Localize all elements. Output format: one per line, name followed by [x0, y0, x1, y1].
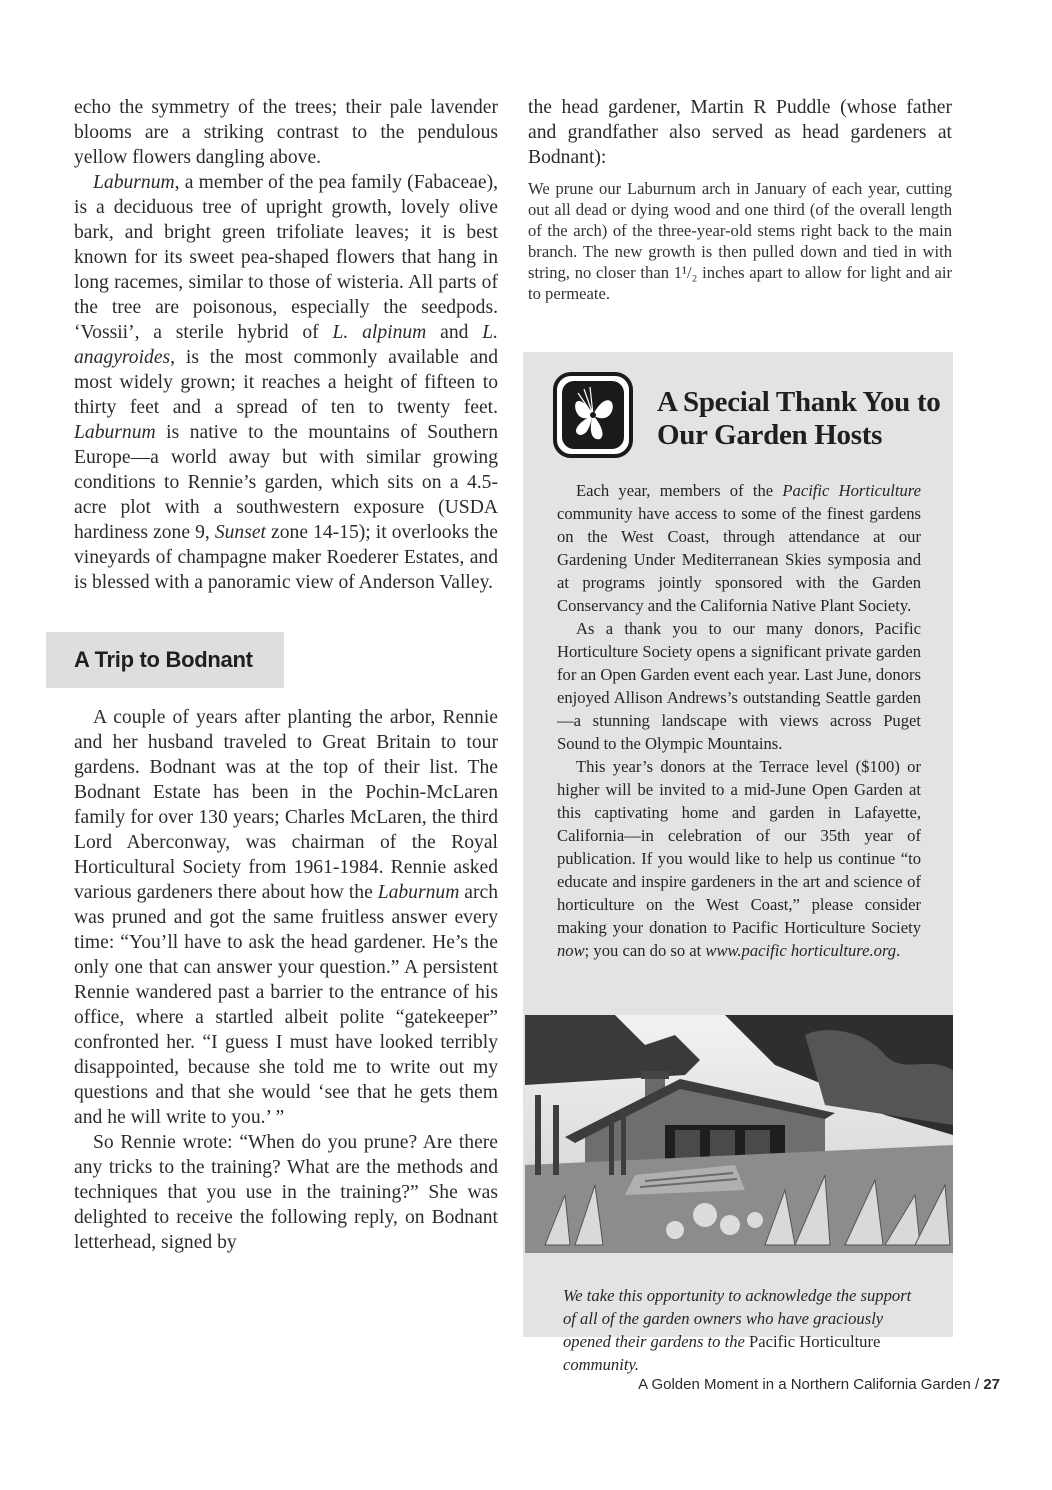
page-number: 27 [983, 1376, 1000, 1393]
paragraph: the head gardener, Martin R Puddle (whose father and grandfather also served as head gardeners at Bodnant): [528, 97, 952, 168]
page-footer [638, 1376, 1000, 1393]
paragraph: So Rennie wrote: “When do you prune? Are there any tricks to the training? What are the methods and techniques that you use in the training?” She was delighted to receive the following reply, on Bodnant letterhead, signed by [74, 1132, 498, 1253]
sidebar-box [523, 352, 953, 1374]
text: and [426, 322, 483, 343]
text: . [896, 941, 901, 960]
text: A couple of years after planting the arbor, Rennie and her husband traveled to Great Britain to tour gardens. Bodnant was at the top of their list. The Bodnant Estate has been in the Pochin-McLaren family for over 130 years; Charles McLaren, the third Lord Aberconway, was chairman of the Royal Horticultural Society from 1961-1984. Rennie asked various gardeners there about how the [74, 707, 498, 903]
text: Pacific Horticulture [749, 1331, 881, 1351]
text: is native to the mountains of Southern Europe—a world away but with similar growing conditions to Rennie’s garden, which sits on a 4.5-acre plot with a southwestern exposure (USDA hardiness zone 9, [74, 422, 498, 543]
paragraph: echo the symmetry of the trees; their pale lavender blooms are a striking contrast to the pendulous yellow flowers dangling above. [74, 97, 498, 168]
paragraph [74, 705, 498, 1130]
text: , a member of the pea family (Fabaceae), is a deciduous tree of upright growth, lovely olive bark, and bright green trifoliate leaves; it is best known for its sweet pea-shaped flowers that hang in long racemes, similar to those of wisteria. All parts of the tree are poisonous, especially the seedpods. ‘Vossii’, a sterile hybrid of [74, 172, 498, 343]
emphasis: now [557, 941, 585, 960]
running-title: A Golden Moment in a Northern California Garden / [638, 1376, 984, 1393]
paragraph [557, 755, 921, 962]
flower-logo-icon [553, 372, 633, 458]
section-heading: A Trip to Bodnant [46, 632, 284, 688]
species-name: L. anagyroides [74, 322, 498, 368]
text: Each year, members of the [576, 481, 783, 500]
garden-photo [525, 1015, 953, 1253]
photo-caption [563, 1284, 918, 1376]
text: community have access to some of the finest gardens on the West Coast, through attendance at our Gardening Under Mediterranean Skies symposia and at programs jointly sponsored with the Garden Conservancy and the California Native Plant Society. [557, 504, 921, 615]
text: We take this opportunity to acknowledge the support of all of the garden owners who have graciously opened their gardens to the [563, 1285, 912, 1351]
text: community. [563, 1354, 640, 1374]
paragraph: As a thank you to our many donors, Pacific Horticulture Society opens a significant private garden for an Open Garden event each year. Last June, donors enjoyed Allison Andrews’s outstanding Seattle garden—a stunning landscape with views across Puget Sound to the Olympic Mountains. [557, 619, 921, 753]
sidebar-body [557, 479, 921, 962]
right-column [528, 95, 952, 304]
publication-name: Sunset [214, 522, 266, 543]
text: ; you can do so at [584, 941, 706, 960]
paragraph [74, 170, 498, 595]
paragraph [557, 479, 921, 617]
species-name: L. alpinum [332, 322, 427, 343]
website-link[interactable]: www.pacific horticulture.org [705, 941, 897, 960]
genus-name: Laburnum [93, 172, 175, 193]
magazine-name: Pacific Horticulture [782, 481, 921, 500]
genus-name: Laburnum [377, 882, 460, 903]
text: , is the most commonly available and most widely grown; it reaches a height of fifteen to thirty feet and a spread of ten to twenty feet. [74, 347, 498, 418]
letter-quote: We prune our Laburnum arch in January of each year, cutting out all dead or dying wood and one third (of the overall length of the arch) of the three-year-old stems right back to the main branch. The new growth is then pulled down and tied in with string, no closer than 1¹/₂ inches apart to allow for light and air to permeate. [528, 179, 952, 303]
genus-name: Laburnum [74, 422, 156, 443]
text: zone 14-15); it overlooks the vineyards of champagne maker Roederer Estates, and is blessed with a panoramic view of Anderson Valley. [74, 522, 498, 593]
sidebar-title: A Special Thank You to Our Garden Hosts [657, 386, 941, 451]
text: This year’s donors at the Terrace level ($100) or higher will be invited to a mid-June Open Garden at this captivating home and garden in Lafayette, California—in celebration of our 35th year of publication. If you would like to help us continue “to educate and inspire gardeners in the art and science of horticulture on the West Coast,” please consider making your donation to Pacific Horticulture Society [557, 757, 921, 937]
left-column [74, 95, 498, 1255]
text: arch was pruned and got the same fruitless answer every time: “You’ll have to ask the head gardener. He’s the only one that can answer your question.” A persistent Rennie wandered past a barrier to the entrance of his office, where a startled albeit polite “gatekeeper” confronted her. “I guess I must have looked terribly disappointed, because she told me to write out my questions and that she would ‘see that he gets them and he will write to you.’ ” [74, 882, 498, 1128]
sidebar-header [553, 372, 943, 462]
